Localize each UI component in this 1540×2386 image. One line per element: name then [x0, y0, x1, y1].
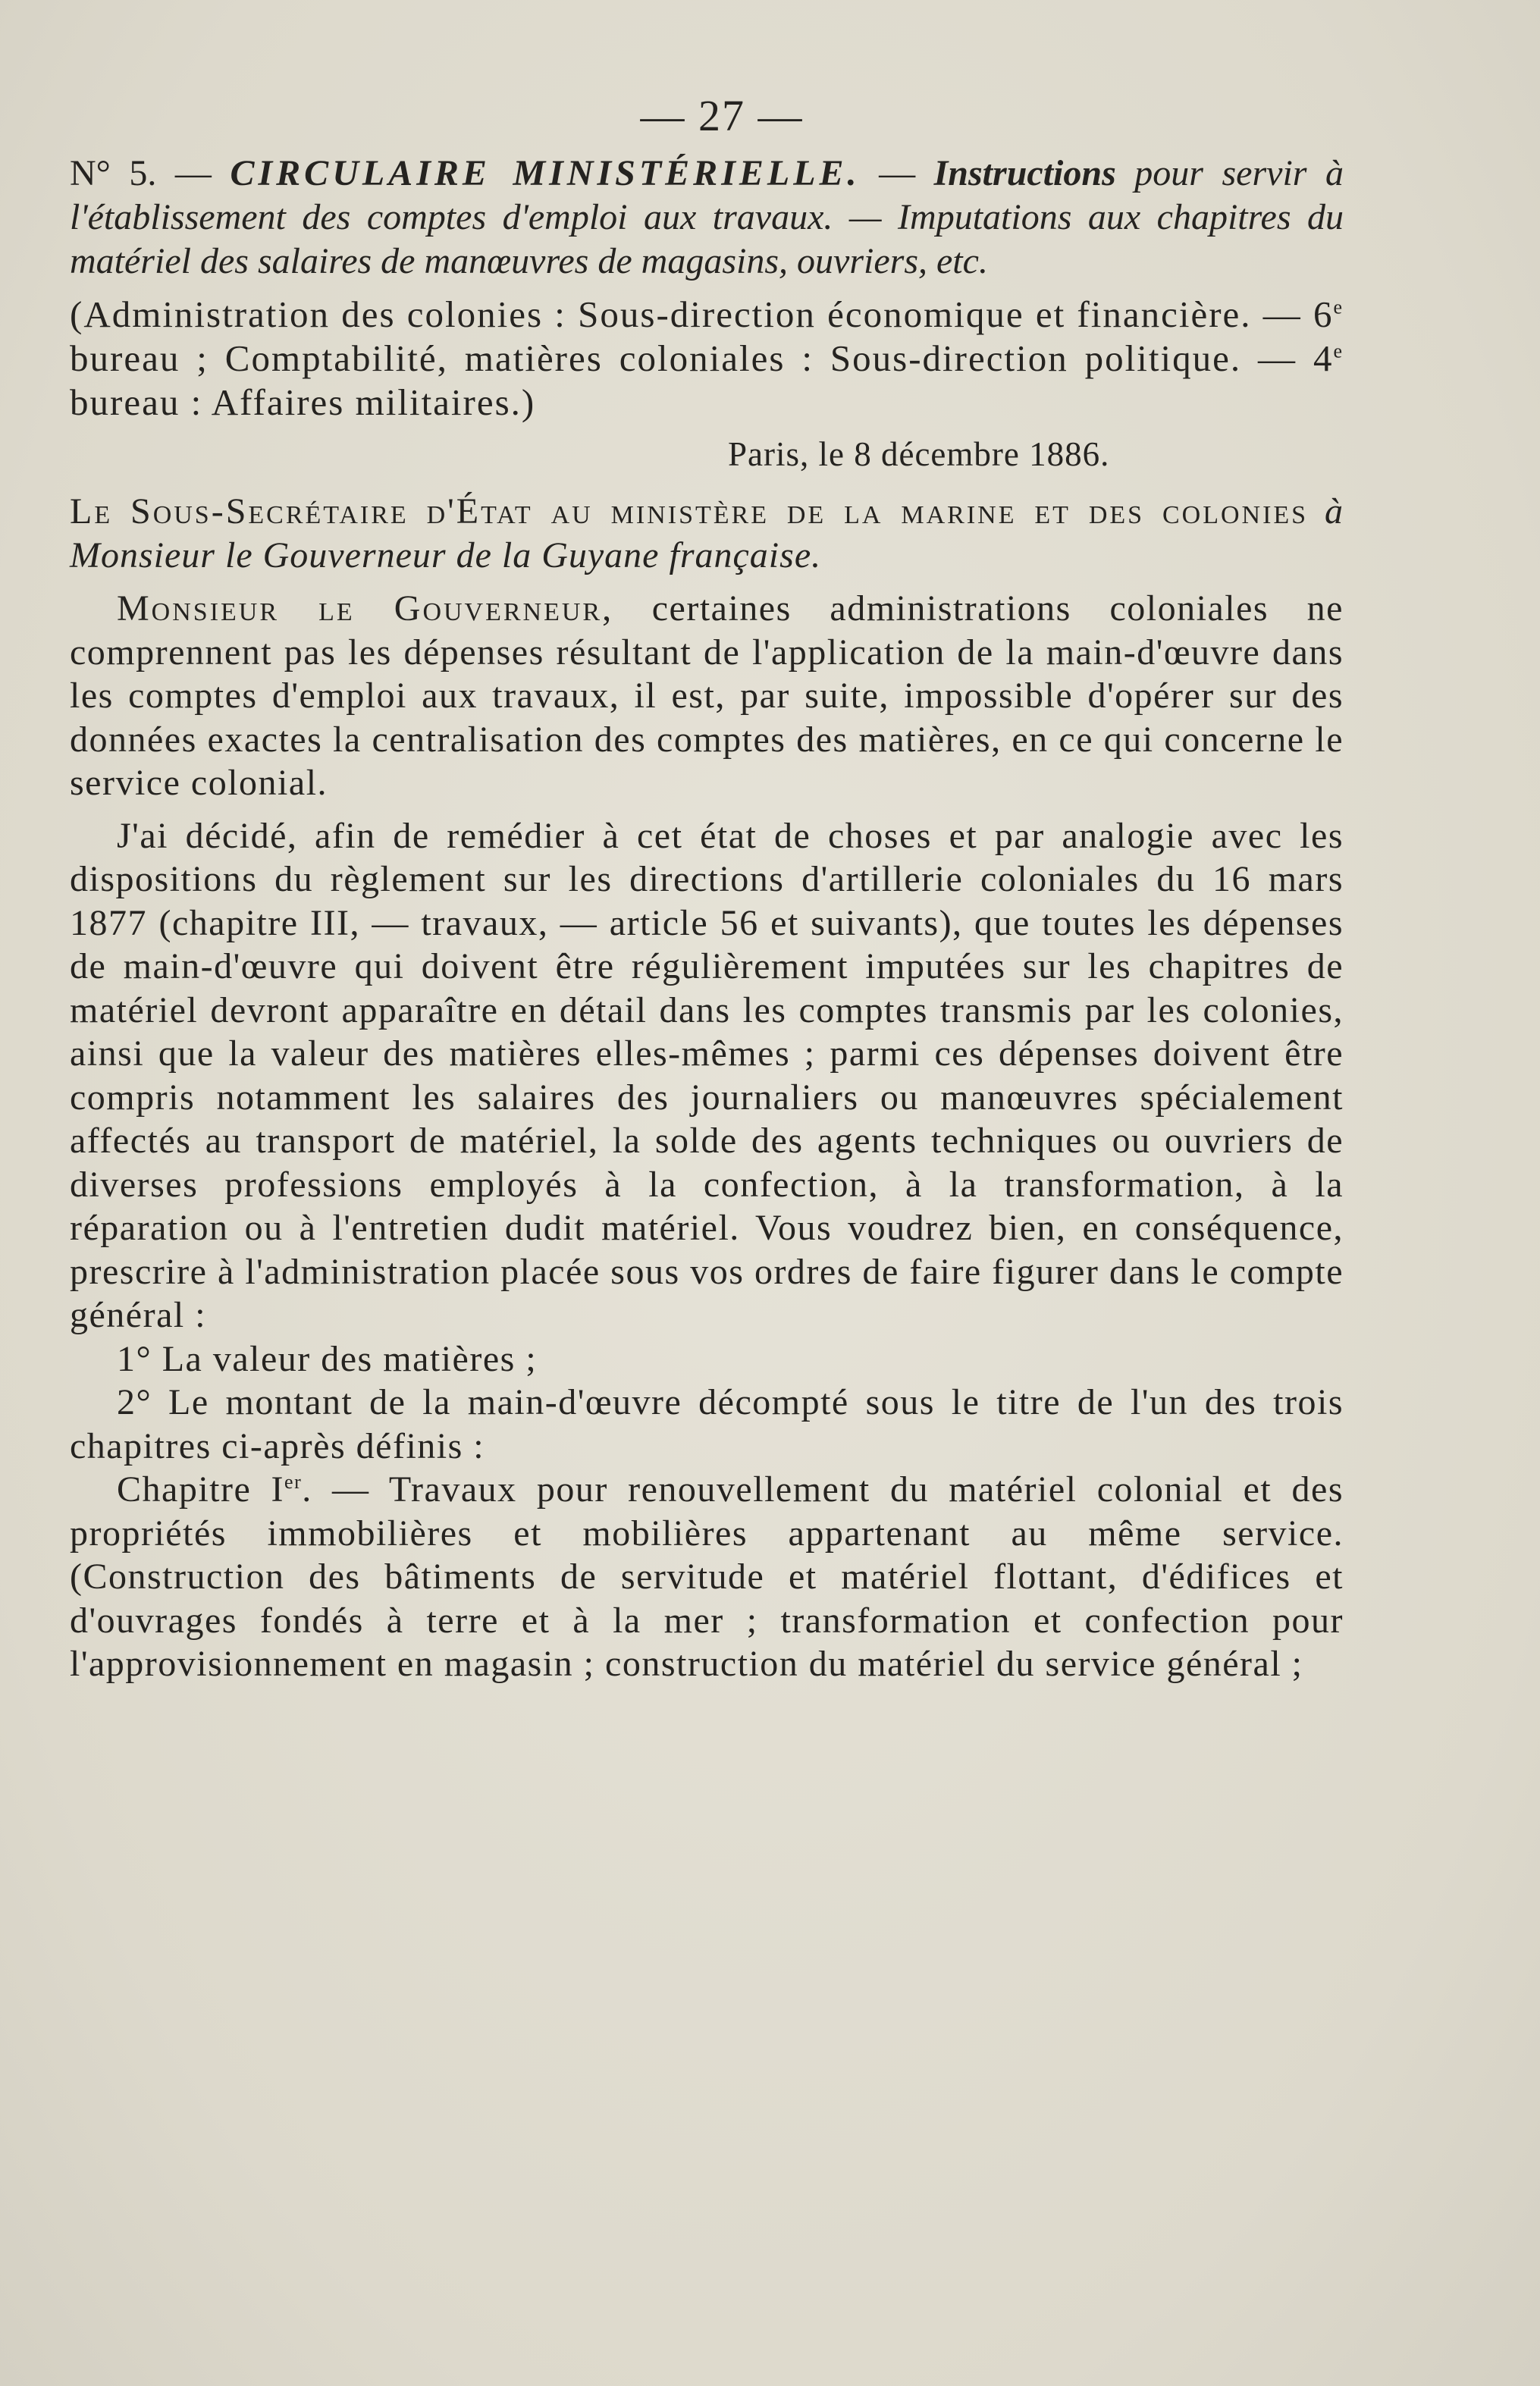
chapter-1-prefix: Chapitre I: [117, 1469, 285, 1510]
list-item-1: 1° La valeur des matières ;: [117, 1338, 538, 1379]
administration-sup-1: e: [1333, 296, 1344, 318]
paragraph-2: J'ai décidé, afin de remédier à cet état de choses et par analogie avec les dispositions du règlement sur les directions d'artillerie coloniales du 16 mars 1877 (chapitre III, — travaux, — article 56 et suivants), que toutes les dépenses de main-d'œuvre qui doivent être régulièrement imputées sur les chapitres de matériel devront apparaître en détail dans les comptes transmis par les colonies, ainsi que la valeur des matières elles-mêmes ; parmi ces dépenses doivent être compris notamment les salaires des journaliers ou manœuvres spécialement affectés au transport de matériel, la solde des agents techniques ou ouvriers de diverses professions employés à la confection, à la transformation, à la réparation ou à l'entretien dudit matériel. Vous voudrez bien, en conséquence, prescrire à l'administration placée sous vos ordres de faire figurer dans le compte général :: [70, 815, 1344, 1335]
salutation: Monsieur le Gouverneur,: [117, 588, 614, 629]
administration-sup-2: e: [1333, 340, 1344, 362]
page-content: [70, 89, 1344, 1686]
page-number: — 27 —: [640, 91, 804, 140]
letter-date: Paris, le 8 décembre 1886.: [728, 435, 1110, 473]
list-item-2: 2° Le montant de la main-d'œuvre décompté sous le titre de l'un des trois chapitres ci-après définis :: [70, 1382, 1344, 1466]
circular-subject-lead: Instructions: [933, 153, 1116, 193]
administration-note: [70, 293, 1344, 425]
recipient: à Monsieur le Gouverneur de la Guyane française.: [70, 491, 1344, 575]
chapter-1-text: . — Travaux pour renouvellement du matériel colonial et des propriétés immobilières et mobilières appartenant au même service. (Construction des bâtiments de servitude et matériel flottant, d'édifices et d'ouvrages fondés à terre et à la mer ; transformation et confection pour l'approvisionnement en magasin ; construction du matériel du service général ;: [70, 1469, 1344, 1684]
paragraph-1: [70, 587, 1344, 805]
circular-heading: [70, 152, 1344, 284]
administration-text-1: (Administration des colonies : Sous-direction économique et financière. — 6: [70, 293, 1334, 335]
letter-address: [70, 490, 1344, 578]
administration-text-2: bureau ; Comptabilité, matières coloniales : Sous-direction politique. — 4: [70, 337, 1334, 379]
heading-separator: —: [860, 153, 934, 193]
circular-title: CIRCULAIRE MINISTÉRIELLE.: [230, 153, 861, 193]
sender: Le Sous-Secrétaire d'État au ministère de la marine et des colonies: [70, 491, 1309, 531]
chapter-1: [70, 1468, 1344, 1686]
chapter-1-sup: er: [284, 1471, 303, 1493]
circular-subject: pour servir à l'établissement des comptes d'emploi aux travaux. — Imputations aux chapitres du matériel des salaires de manœuvres de magasins, ouvriers, etc.: [70, 153, 1344, 281]
administration-text-3: bureau : Affaires militaires.): [70, 381, 536, 423]
paragraph-1-text: certaines administrations coloniales ne comprennent pas les dépenses résultant de l'application de la main-d'œuvre dans les comptes d'emploi aux travaux, il est, par suite, impossible d'opérer sur des données exactes la centralisation des comptes des matières, en ce qui concerne le service colonial.: [70, 588, 1344, 803]
circular-number: N° 5. —: [70, 153, 231, 193]
